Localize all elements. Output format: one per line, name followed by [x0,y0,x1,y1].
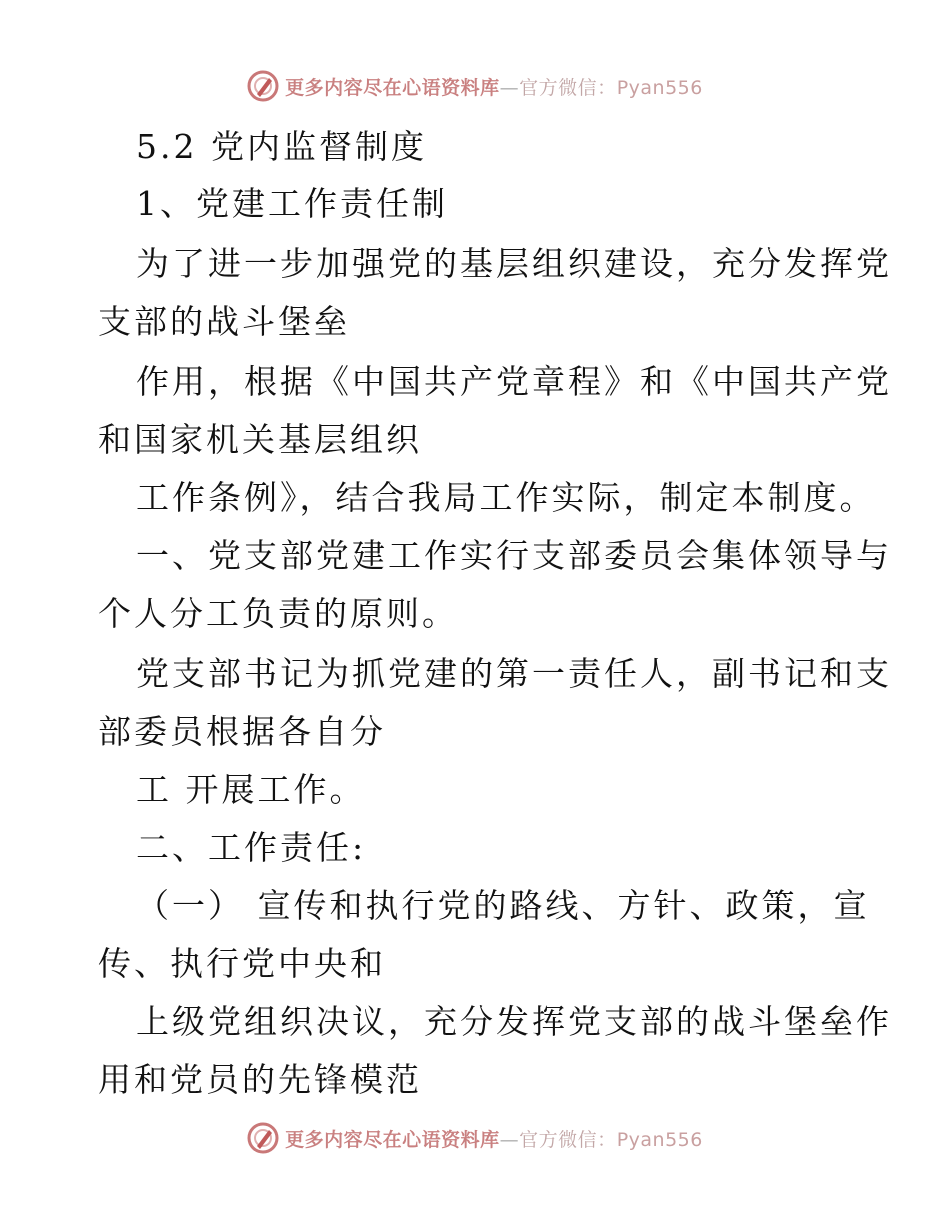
footer-watermark [0,1122,950,1154]
paragraph-line: 上级党组织决议，充分发挥党支部的战斗堡垒作 [136,1002,892,1041]
watermark-text: 更多内容尽在心语资料库—官方微信：Pyan556 [285,76,703,99]
header-watermark [0,70,950,102]
paragraph-line: 个人分工负责的原则。 [98,594,458,633]
pen-logo-icon [247,70,279,102]
paragraph-line: 作用，根据《中国共产党章程》和《中国共产党 [136,362,892,401]
paragraph-line: 一、党支部党建工作实行支部委员会集体领导与 [136,536,892,575]
paragraph-line: 传、执行党中央和 [98,944,386,983]
watermark-text: 更多内容尽在心语资料库—官方微信：Pyan556 [285,1128,703,1151]
paragraph-line: 部委员根据各自分 [98,712,386,751]
subsection-title: 1、党建工作责任制 [136,184,448,223]
paragraph-line: 支部的战斗堡垒 [98,302,350,341]
paragraph-line: 党支部书记为抓党建的第一责任人，副书记和支 [136,654,892,693]
pen-logo-icon [247,1122,279,1154]
paragraph-line: 工 开展工作。 [136,770,366,809]
paragraph-line: 工作条例》，结合我局工作实际，制定本制度。 [136,478,876,517]
paragraph-line: 二、工作责任: [136,828,367,867]
paragraph-line: 用和党员的先锋模范 [98,1060,422,1099]
section-title: 5.2 党内监督制度 [136,127,427,166]
paragraph-line: 和国家机关基层组织 [98,420,422,459]
paragraph-line: 为了进一步加强党的基层组织建设，充分发挥党 [136,244,892,283]
paragraph-line: （一） 宣传和执行党的路线、方针、政策，宣 [136,886,870,925]
